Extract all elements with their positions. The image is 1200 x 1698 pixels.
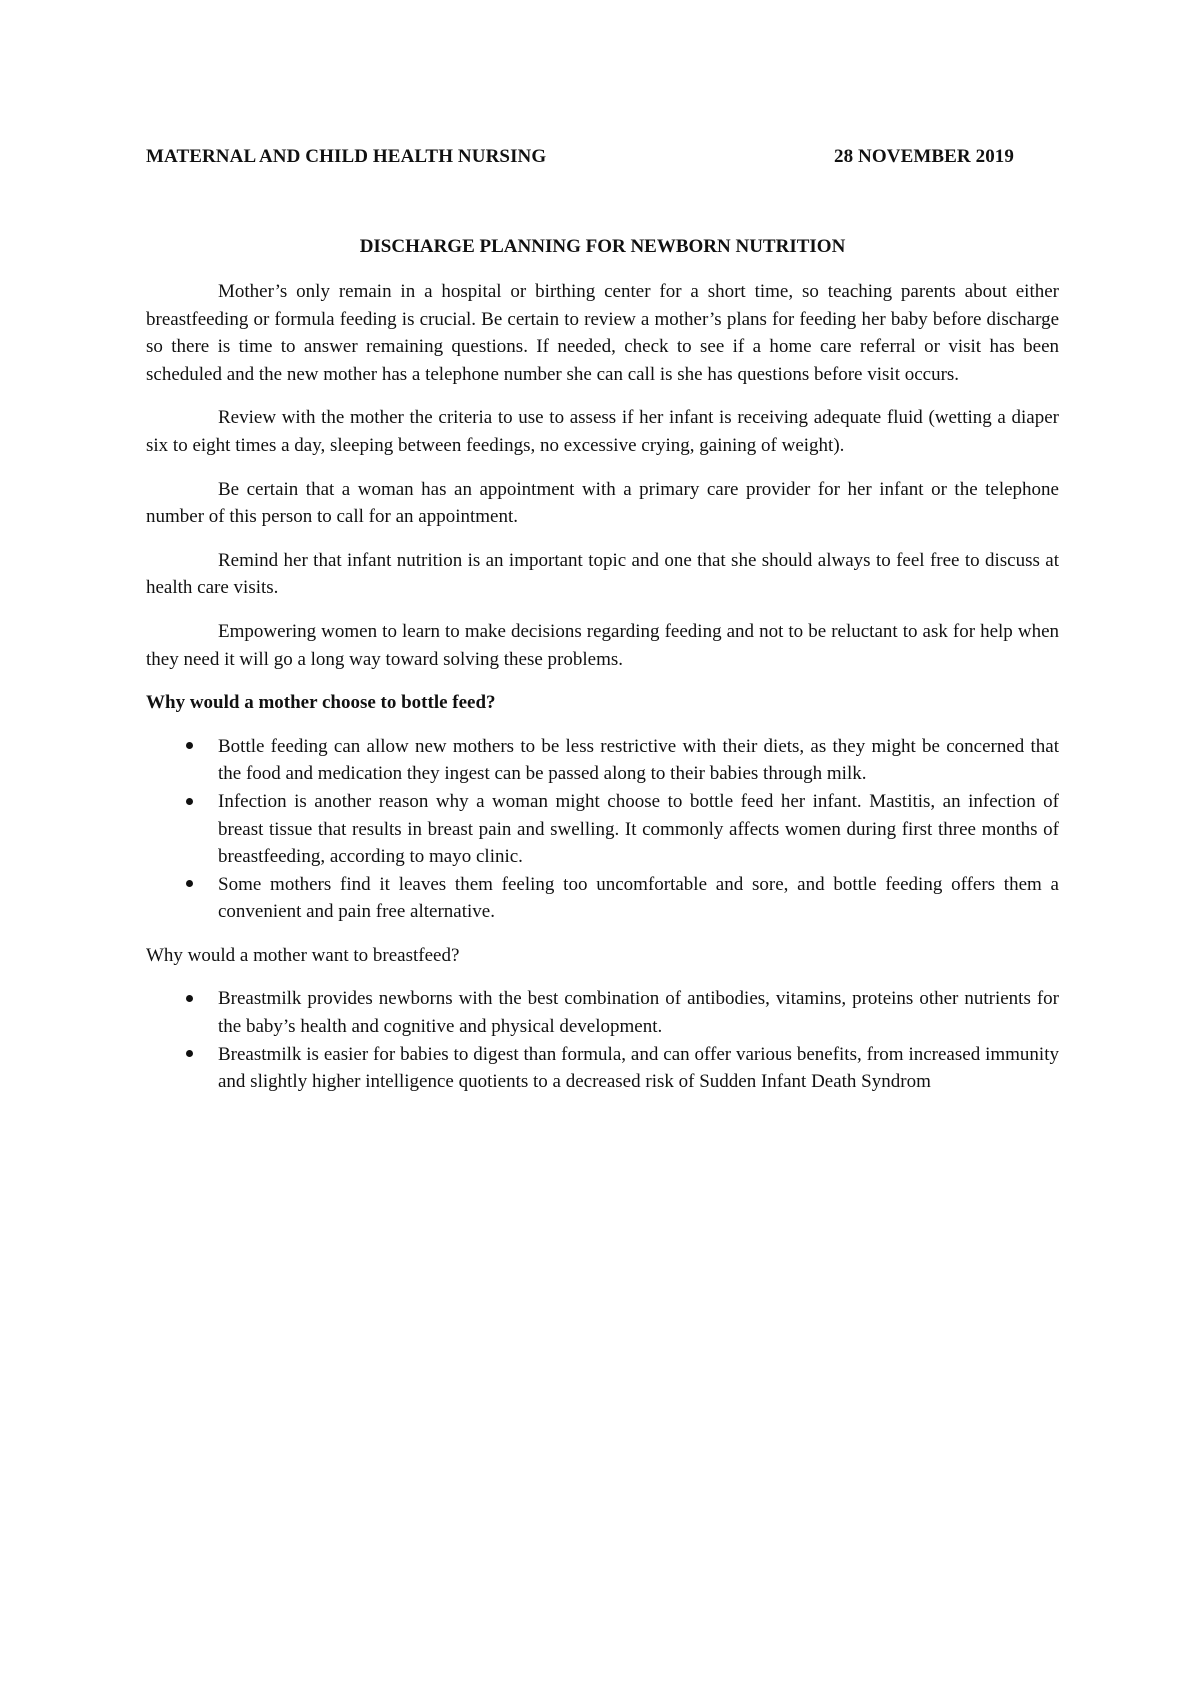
list-item bbox=[146, 985, 1059, 1040]
bullet-icon bbox=[182, 733, 196, 761]
body-paragraph: Review with the mother the criteria to use to assess if her infant is receiving adequate fluid (wetting a diaper six to eight times a day, sleeping between feedings, no excessive crying, gaining of weight). bbox=[146, 407, 1059, 456]
breastfeed-heading: Why would a mother want to breastfeed? bbox=[146, 944, 460, 966]
list-item-text: Bottle feeding can allow new mothers to be less restrictive with their diets, as they might be concerned that the food and medication they ingest can be passed along to their babies through milk. bbox=[218, 735, 1059, 785]
list-item-text: Some mothers find it leaves them feeling too uncomfortable and sore, and bottle feeding offers them a convenient and pain free alternative. bbox=[218, 873, 1059, 923]
document-date: 28 NOVEMBER 2019 bbox=[834, 146, 1014, 167]
bullet-icon bbox=[182, 985, 196, 1013]
bullet-icon bbox=[182, 1041, 196, 1069]
list-item-text: Breastmilk provides newborns with the best combination of antibodies, vitamins, proteins other nutrients for the baby’s health and cognitive and physical development. bbox=[218, 988, 1059, 1038]
body-paragraph: Mother’s only remain in a hospital or birthing center for a short time, so teaching parents about either breastfeeding or formula feeding is crucial. Be certain to review a mother’s plans for feeding her baby before discharge so there is time to answer remaining questions. If needed, check to see if a home care referral or visit has been scheduled and the new mother has a telephone number she can call is she has questions before visit occurs. bbox=[146, 281, 1059, 385]
bottle-feed-list bbox=[146, 733, 1059, 926]
body-paragraph: Empowering women to learn to make decisions regarding feeding and not to be reluctant to ask for help when they need it will go a long way toward solving these problems. bbox=[146, 620, 1059, 670]
body-paragraph: Remind her that infant nutrition is an important topic and one that she should always to feel free to discuss at health care visits. bbox=[146, 549, 1059, 599]
bullet-icon bbox=[182, 788, 196, 816]
list-item bbox=[146, 788, 1059, 871]
bullet-icon bbox=[182, 871, 196, 899]
course-title: MATERNAL AND CHILD HEALTH NURSING bbox=[146, 146, 547, 167]
document-title: DISCHARGE PLANNING FOR NEWBORN NUTRITION bbox=[359, 236, 846, 257]
breastfeed-list bbox=[146, 985, 1059, 1095]
list-item bbox=[146, 871, 1059, 926]
document-body bbox=[146, 278, 1059, 1112]
list-item-text: Breastmilk is easier for babies to digest than formula, and can offer various benefits, from increased immunity and slightly higher intelligence quotients to a decreased risk of Sudden Infant Death Syndrom bbox=[218, 1043, 1059, 1093]
list-item-text: Infection is another reason why a woman might choose to bottle feed her infant. Mastitis, an infection of breast tissue that results in breast pain and swelling. It commonly affects women during first three months of breastfeeding, according to mayo clinic. bbox=[218, 790, 1059, 868]
list-item bbox=[146, 1041, 1059, 1096]
list-item bbox=[146, 733, 1059, 788]
bottle-feed-heading: Why would a mother choose to bottle feed? bbox=[146, 692, 496, 714]
body-paragraph: Be certain that a woman has an appointment with a primary care provider for her infant or the telephone number of this person to call for an appointment. bbox=[146, 478, 1059, 528]
